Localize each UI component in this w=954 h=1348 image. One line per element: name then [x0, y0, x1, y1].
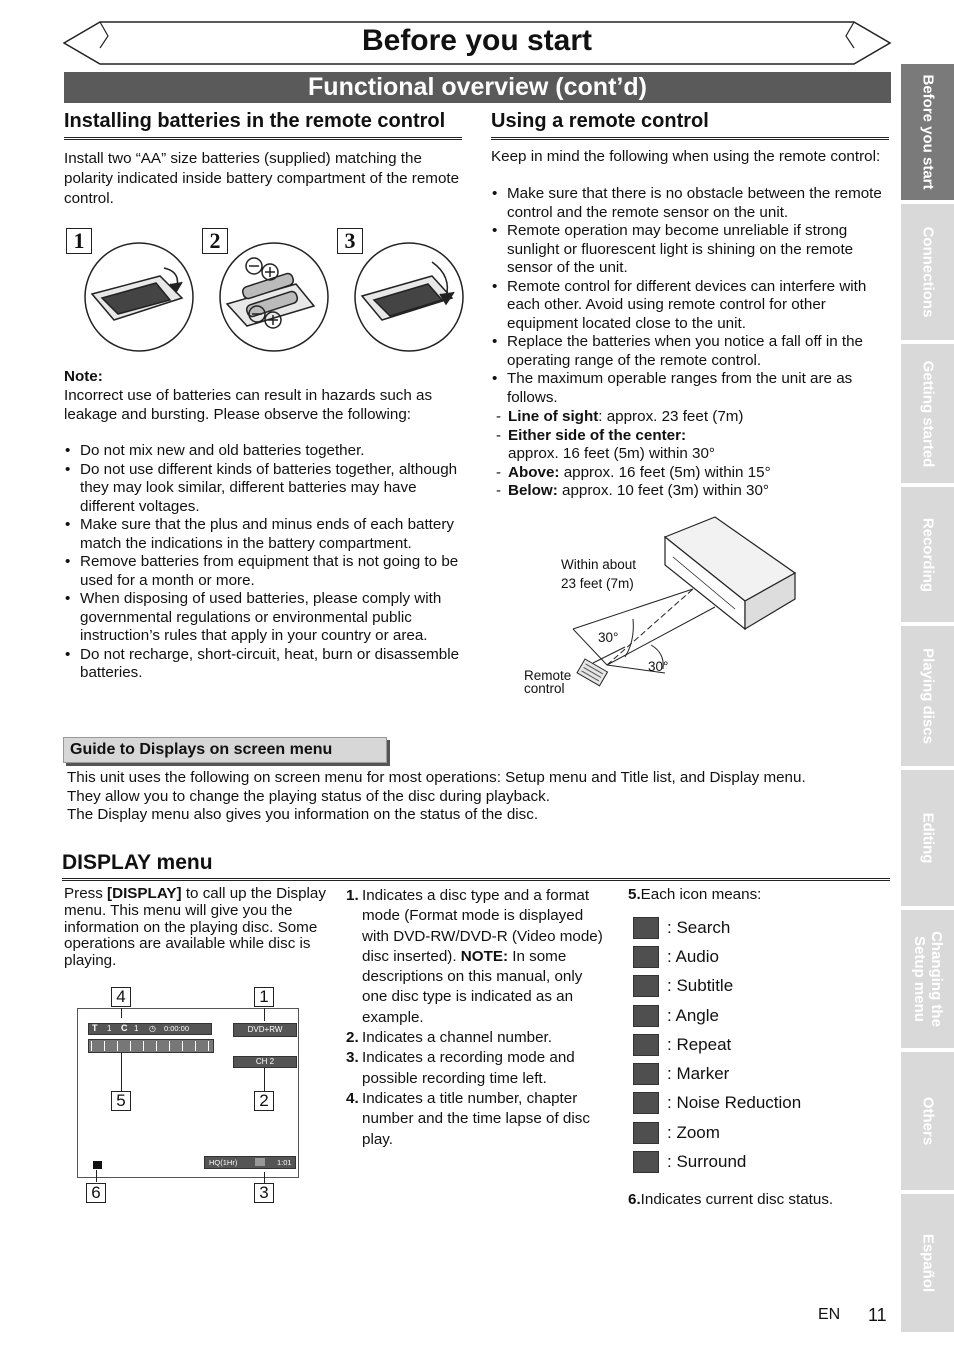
leader-line	[264, 1008, 265, 1021]
icon-label: : Subtitle	[667, 976, 734, 996]
range-either-side	[494, 427, 884, 446]
item-number: 5.	[628, 886, 641, 903]
remote-item: • Remote operation may become unreliable if strong sunlight or fluorescent light is shining on the remote sensor of the unit.	[491, 222, 887, 278]
remote-item: • Make sure that there is no obstacle between the remote control and the remote sensor on the unit.	[491, 185, 887, 222]
item-number: 6.	[628, 1191, 641, 1208]
side-tab-label: Recording	[919, 517, 936, 592]
note-item: • Make sure that the plus and minus ends of each battery match the indications in the battery compartment.	[64, 516, 464, 553]
step-number-1: 1	[66, 228, 92, 254]
range-value: approx. 16 feet (5m) within 30°	[508, 445, 715, 462]
note-label-inline: NOTE:	[460, 947, 509, 965]
remote-label-2: control	[524, 681, 565, 696]
icon-label: : Surround	[667, 1152, 747, 1172]
remote-intro: Keep in mind the following when using the remote control:	[491, 148, 881, 165]
page-number: 11	[868, 1305, 887, 1325]
step-number-2: 2	[202, 228, 228, 254]
guide-line: The Display menu also gives you information on the status of the disc.	[67, 806, 539, 823]
range-above	[494, 464, 884, 483]
side-tab-label: Playing discs	[919, 648, 936, 744]
leader-line	[264, 1068, 265, 1091]
zoom-icon	[633, 1122, 659, 1144]
osd-rec-time: 1:01	[277, 1158, 292, 1167]
display-numbered-list	[346, 886, 608, 1150]
icon-legend-item	[633, 1118, 883, 1147]
osd-disc-type: DVD+RW	[233, 1023, 297, 1037]
remote-range-diagram	[515, 513, 797, 703]
display-key: [DISPLAY]	[107, 885, 182, 902]
clock-icon: ◷	[149, 1024, 156, 1033]
note-item: • Remove batteries from equipment that is not going to be used for a month or more.	[64, 553, 464, 590]
display-intro	[64, 886, 326, 970]
chapter-icon: C	[121, 1023, 128, 1033]
side-tab-before-you-start[interactable]	[901, 64, 954, 200]
batteries-intro: Install two “AA” size batteries (supplied) matching the polarity indicated inside battery compartment of the remote control.	[64, 150, 460, 207]
item-text: Indicates a disc type and a format mode (Format mode is displayed with DVD-RW/DVD-R (Video mode) disc inserted).	[362, 887, 603, 965]
noise-reduction-icon	[633, 1092, 659, 1114]
range-line-of-sight	[494, 408, 884, 427]
within-label-1: Within about	[561, 557, 637, 572]
leader-line	[96, 1170, 97, 1182]
side-tab-others[interactable]	[901, 1052, 954, 1190]
title-icon: T	[92, 1023, 98, 1033]
remote-label-1: Remote	[524, 668, 572, 683]
icon-legend-item	[633, 1030, 883, 1059]
remote-item: • The maximum operable ranges from the unit are as follows.	[491, 370, 887, 407]
remote-list	[491, 185, 887, 407]
icon-legend-item	[633, 1147, 883, 1176]
callout-1: 1	[254, 987, 274, 1007]
display-menu-heading: DISPLAY menu	[62, 851, 890, 881]
intro-text: Press	[64, 885, 108, 902]
guide-text	[67, 769, 892, 825]
range-label: Line of sight	[508, 408, 599, 425]
numbered-item	[346, 1028, 608, 1048]
item-text: Indicates a title number, chapter number and the time lapse of disc play.	[362, 1089, 590, 1148]
angle-label-left: 30°	[598, 630, 619, 645]
side-tab-connections[interactable]	[901, 204, 954, 340]
item-number: 1.	[346, 887, 359, 904]
remote-item: • Remote control for different devices can interfere with each other. Avoid using remote control for other equipment located close to the unit.	[491, 278, 887, 334]
note-item: • Do not mix new and old batteries together.	[64, 442, 464, 461]
range-label: Either side of the center:	[508, 426, 687, 444]
numbered-item	[346, 1089, 608, 1150]
leader-line	[121, 1053, 122, 1091]
item-number: 2.	[346, 1029, 359, 1047]
icon-legend-item	[633, 1059, 883, 1088]
callout-4: 4	[111, 987, 131, 1007]
subtitle-icon	[633, 975, 659, 997]
item-text: Indicates current disc status.	[640, 1191, 834, 1208]
icon-legend-item	[633, 1001, 883, 1030]
side-tab-nav	[901, 64, 954, 1332]
remote-item: • Replace the batteries when you notice a fall off in the operating range of the remote control.	[491, 333, 887, 370]
item-text: Indicates a recording mode and possible recording time left.	[362, 1049, 575, 1087]
side-tab-label: Connections	[919, 226, 936, 318]
callout-6: 6	[86, 1183, 106, 1203]
side-tab-recording[interactable]	[901, 487, 954, 622]
disc-status-icon	[93, 1161, 102, 1169]
osd-icon-bar	[88, 1039, 214, 1053]
side-tab-label: Editing	[919, 812, 936, 864]
within-label-2: 23 feet (7m)	[561, 576, 634, 591]
side-tab-editing[interactable]	[901, 770, 954, 906]
range-below	[494, 482, 884, 501]
icon-label: : Audio	[667, 946, 719, 966]
side-tab-label: Changing the Setup menu	[910, 931, 945, 1027]
note-item: • When disposing of used batteries, please comply with governmental regulations or environmental public instruction’s rules that apply in your country or area.	[64, 590, 464, 646]
callout-2: 2	[254, 1091, 274, 1111]
range-label: Above:	[508, 463, 560, 481]
osd-time: 0:00:00	[164, 1024, 190, 1033]
side-tab-label: Before you start	[919, 74, 936, 190]
angle-label-right: 30°	[648, 659, 669, 674]
osd-channel: CH 2	[233, 1056, 297, 1068]
osd-rec-mode: HQ(1Hr)	[209, 1158, 238, 1167]
icon-legend-item	[633, 913, 883, 942]
side-tab-playing-discs[interactable]	[901, 626, 954, 766]
search-icon	[633, 917, 659, 939]
page-language: EN	[818, 1306, 841, 1323]
side-tab-getting-started[interactable]	[901, 344, 954, 483]
range-label: Below:	[508, 482, 558, 499]
step-number-3: 3	[337, 228, 363, 254]
icon-label: : Marker	[667, 1064, 730, 1084]
icon-legend-item	[633, 1089, 883, 1118]
callout-5: 5	[111, 1091, 131, 1111]
range-list	[494, 408, 884, 501]
icon-label: : Search	[667, 917, 731, 937]
range-value: approx. 10 feet (3m) within 30°	[557, 482, 770, 499]
battery-steps-illustration	[64, 228, 468, 353]
icon-legend	[633, 913, 883, 1177]
icon-label: : Zoom	[667, 1122, 720, 1142]
item-5	[628, 886, 761, 903]
guide-line: This unit uses the following on screen menu for most operations: Setup menu and Title list, and Display menu.	[67, 769, 806, 786]
note-item: • Do not use different kinds of batteries together, although they may look similar, different batteries may have different voltages.	[64, 461, 464, 517]
item-note: In some descriptions on this manual, only one disc type is indicated as an example.	[362, 947, 583, 1026]
leader-line	[121, 1008, 122, 1018]
surround-icon	[633, 1151, 659, 1173]
icon-legend-item	[633, 942, 883, 971]
osd-icon-row	[91, 1041, 211, 1051]
side-tab-español[interactable]	[901, 1194, 954, 1332]
title-banner	[62, 18, 892, 68]
note-text: Incorrect use of batteries can result in hazards such as leakage and bursting. Please observe the following:	[64, 387, 433, 423]
note-list	[64, 442, 464, 683]
guide-line: They allow you to change the playing status of the disc during playback.	[67, 787, 550, 805]
page-title: Before you start	[361, 24, 593, 57]
range-either-side-value	[494, 445, 884, 464]
osd-rec-info	[204, 1156, 296, 1169]
marker-icon	[633, 1063, 659, 1085]
range-value: approx. 16 feet (5m) within 15°	[559, 463, 771, 481]
item-number: 4.	[346, 1089, 359, 1107]
section-header: Functional overview (cont’d)	[64, 72, 891, 103]
audio-icon	[633, 946, 659, 968]
osd-title-number: 1	[107, 1024, 112, 1033]
remote-heading: Using a remote control	[491, 110, 889, 140]
side-tab-label: Español	[919, 1233, 936, 1293]
intro-text: to call up the Display menu. This menu will give you the information on the playing disc. Some operations are available while disc is playing.	[64, 885, 326, 970]
numbered-item	[346, 886, 608, 1028]
note-label: Note:	[64, 368, 103, 385]
range-value: : approx. 23 feet (7m)	[598, 408, 744, 425]
osd-status-bar	[88, 1023, 212, 1035]
note-item: • Do not recharge, short-circuit, heat, burn or disassemble batteries.	[64, 646, 464, 683]
angle-icon	[633, 1005, 659, 1027]
battery-illustration	[64, 228, 468, 353]
batteries-heading: Installing batteries in the remote control	[64, 110, 462, 140]
osd-chapter-number: 1	[134, 1024, 139, 1033]
icon-legend-item	[633, 972, 883, 1001]
icon-label: : Noise Reduction	[667, 1093, 802, 1113]
side-tab-label: Getting started	[919, 360, 936, 467]
numbered-item	[346, 1048, 608, 1089]
repeat-icon	[633, 1034, 659, 1056]
icon-label: : Angle	[667, 1005, 719, 1025]
item-text: Indicates a channel number.	[362, 1029, 552, 1047]
rec-icon	[255, 1158, 265, 1166]
item-6	[628, 1191, 833, 1208]
side-tab-changing-the-setup-menu[interactable]	[901, 910, 954, 1048]
icon-label: : Repeat	[667, 1034, 732, 1054]
item-number: 3.	[346, 1049, 359, 1067]
item-text: Each icon means:	[640, 886, 762, 903]
side-tab-label: Others	[919, 1096, 936, 1146]
guide-heading: Guide to Displays on screen menu	[63, 737, 387, 763]
callout-3: 3	[254, 1183, 274, 1203]
